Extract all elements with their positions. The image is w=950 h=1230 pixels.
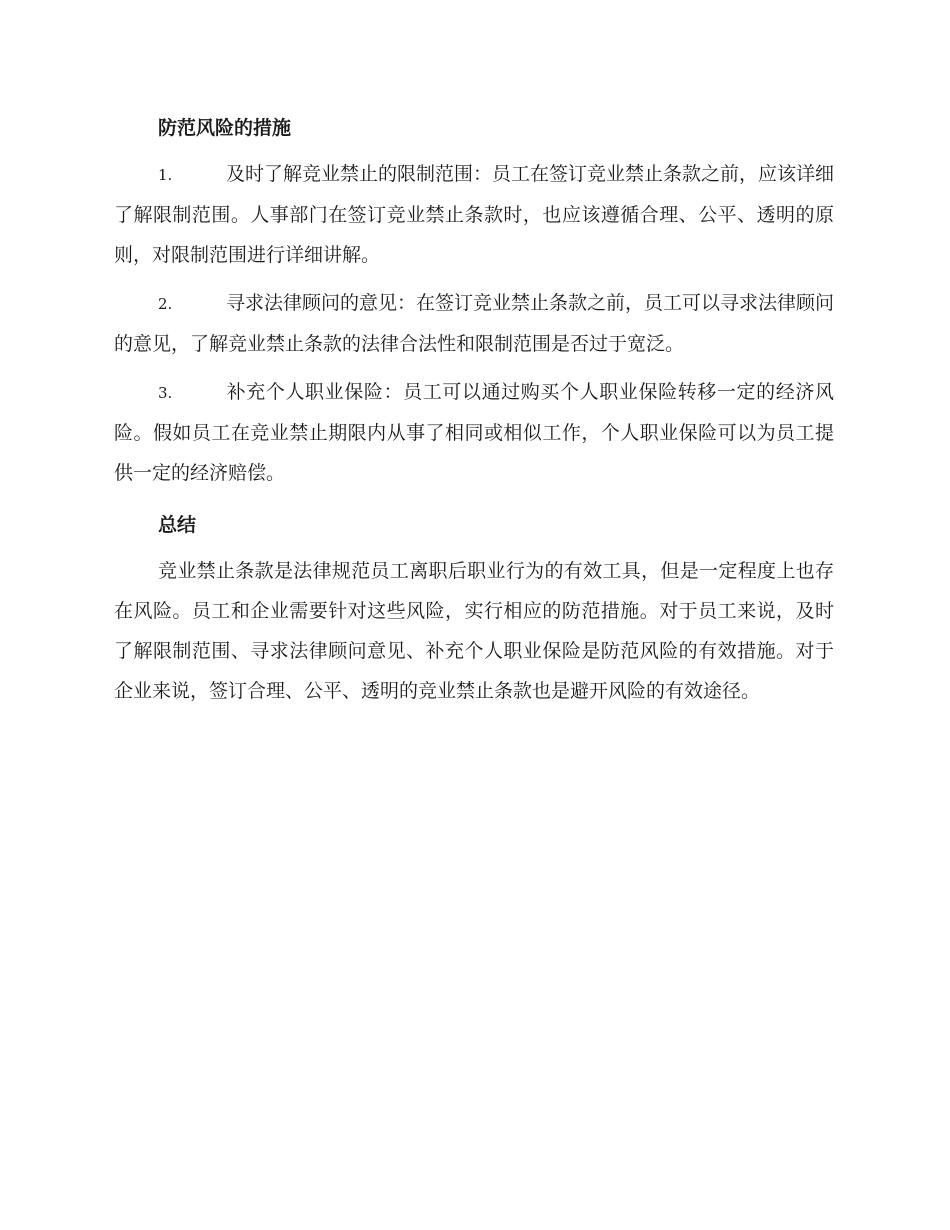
section-heading-risk-measures: 防范风险的措施 [158, 117, 292, 139]
document-page [114, 108, 834, 711]
list-item-number: 2. [158, 295, 173, 313]
list-item-number: 3. [158, 384, 173, 402]
list-item-text: 补充个人职业保险：员工可以通过购买个人职业保险转移一定的经济风险。假如员工在竞业禁止期限内从事了相同或相似工作，个人职业保险可以为员工提供一定的经济赔偿。 [114, 381, 834, 484]
list-item-number: 1. [158, 166, 173, 184]
list-item-text: 寻求法律顾问的意见：在签订竞业禁止条款之前，员工可以寻求法律顾问的意见，了解竞业禁止条款的法律合法性和限制范围是否过于宽泛。 [114, 292, 835, 355]
list-item [114, 154, 834, 275]
list-item-text: 及时了解竞业禁止的限制范围：员工在签订竞业禁止条款之前，应该详细了解限制范围。人事部门在签订竞业禁止条款时，也应该遵循合理、公平、透明的原则，对限制范围进行详细讲解。 [114, 163, 835, 266]
section-heading-summary: 总结 [158, 514, 197, 536]
list-item [114, 283, 834, 364]
summary-paragraph: 竞业禁止条款是法律规范员工离职后职业行为的有效工具，但是一定程度上也存在风险。员工和企业需要针对这些风险，实行相应的防范措施。对于员工来说，及时了解限制范围、寻求法律顾问意见、补充个人职业保险是防范风险的有效措施。对于企业来说，签订合理、公平、透明的竞业禁止条款也是避开风险的有效途径。 [114, 560, 834, 702]
list-item [114, 372, 834, 493]
